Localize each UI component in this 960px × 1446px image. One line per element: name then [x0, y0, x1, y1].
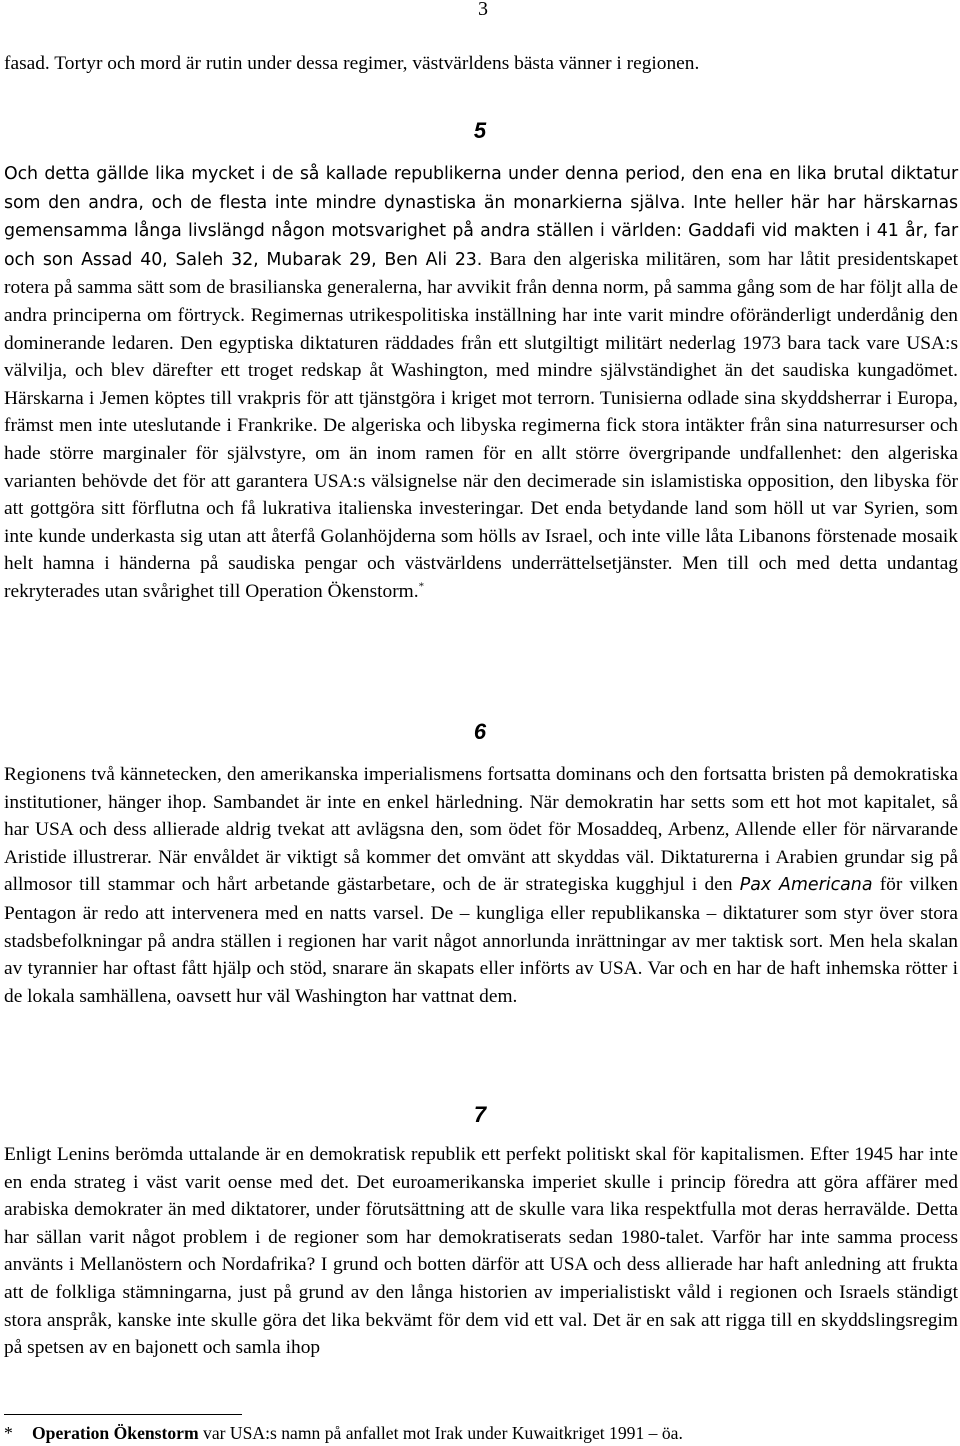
section-7-paragraph: Enligt Lenins berömda uttalande är en demokratisk republik ett perfekt politiskt skal för kapitalismen. Efter 1945 har inte en enda strateg i väst varit oense med det. Det euroamerikanska imperiet skulle i princip föredra att göra affärer med arabiska demokrater än med diktatorer, under förutsättning att de skulle vara lika respektfulla mot deras herravälde. Detta har sällan varit något problem i de regioner som har demokratiserats sedan 1980-talet. Varför har inte samma process använts i Mellanöstern och Nordafrika? I grund och botten därför att USA och dess allierade har haft anledning att frukta att de folkliga stämningarna, just på grund av den långa historien av imperialistiskt våld i regionen och Israels ständigt stora anspråk, kanske inte skulle göra det lika bekvämt för dem vid ett val. Det är en sak att rigga till en skyddslingsregim på spetsen av en bajonett och samla ihop	[4, 1144, 958, 1359]
section-heading-5: 5	[473, 118, 487, 143]
footnote-divider	[4, 1414, 242, 1415]
section-heading-7: 7	[473, 1102, 487, 1127]
section-heading-6: 6	[473, 719, 487, 744]
footnote-text: var USA:s namn på anfallet mot Irak under Kuwaitkriget 1991 – öa.	[198, 1423, 683, 1443]
footnote-reference: *	[418, 580, 425, 593]
footnote-marker: *	[4, 1423, 13, 1443]
page-number: 3	[478, 0, 488, 20]
section-6-italic-term: Pax Americana	[739, 875, 873, 896]
footnote	[4, 1422, 958, 1444]
section-6-paragraph	[4, 761, 958, 1010]
section-6-text-after: för vilken Pentagon är redo att intervenera med en natts varsel. De – kungliga eller republikanska – diktaturer som styr över stora stadsbefolkningar på andra ställen i regionen har varit något annorlunda inrättningar av mer taktisk sort. Men hela skalan av tyrannier har oftast fått hjälp och stöd, snarare än skapats eller införts av USA. Var och en har de haft inhemska rötter i de lokala samhällena, oavsett hur väl Washington har vattnat dem.	[4, 874, 958, 1007]
intro-paragraph: fasad. Tortyr och mord är rutin under dessa regimer, västvärldens bästa vänner i regionen.	[4, 53, 700, 74]
section-5-body-text: Bara den algeriska militären, som har låtit presidentskapet rotera på samma sätt som de brasilianska generalerna, har avvikit från denna norm, på samma gång som de har följt alla de andra principerna om förtryck. Regimernas utrikespolitiska inställning har inte varit mindre oföränderligt underdånig den dominerande ledaren. Den egyptiska diktaturen räddades från ett slutgiltigt militärt nederlag 1973 bara tack vare USA:s välvilja, och blev därefter ett troget redskap åt Washington, med mindre självständighet än det saudiska kungadömet. Härskarna i Jemen köptes till vrakpris för att tjänstgöra i kriget mot terrorn. Tunisierna odlade sina skyddsherrar i Europa, främst men inte uteslutande i Frankrike. De algeriska och libyska regimerna fick stora intäkter från sina naturresurser och hade större marginaler för självstyre, om än inom ramen för en allt större övergripande undfallenhet: den algeriska varianten behövde det för att garantera USA:s välsignelse när den decimerade sin islamistiska opposition, den libyska för att gottgöra sitt förflutna och få lukrativa italienska investeringar. Det enda betydande land som höll ut var Syrien, som inte kunde underkasta sig utan att återfå Golanhöjderna som hölls av Israel, och inte ville låta Libanons förstenade mosaik helt hamna i händerna på saudiska pengar och västvärldens underrättelsetjänster. Men till och med detta undantag rekryterades utan svårighet till Operation Ökenstorm.	[4, 248, 959, 602]
section-5-paragraph	[4, 160, 958, 606]
footnote-term: Operation Ökenstorm	[32, 1423, 199, 1443]
section-5-lead-text: Och detta gällde lika mycket i de så kallade republikerna under denna period, den ena en lika brutal diktatur som den andra, och de flesta inte mindre dynastiska än monarkierna själva. Inte heller här har härskarnas gemensamma långa livslängd någon motsvarighet på andra ställen i världen: Gaddafi vid makten i 41 år, far och son Assad 40, Saleh 32, Mubarak 29, Ben Ali 23.	[4, 164, 958, 270]
section-6-text-before: Regionens två kännetecken, den amerikanska imperialismens fortsatta dominans och den fortsatta bristen på demokratiska institutioner, hänger ihop. Sambandet är inte en enkel härledning. När demokratin har setts som ett hot mot kapitalet, så har USA och dess allierade aldrig tvekat att avlägsna den, som ödet för Mosaddeq, Arbenz, Allende eller för närvarande Aristide illustrerar. När envåldet är viktigt så kommer det omvänt att skyddas väl. Diktaturerna i Arabien grundar sig på allmosor till stammar och hårt arbetande gästarbetare, och de är strategiska kugghjul i den	[4, 764, 958, 896]
